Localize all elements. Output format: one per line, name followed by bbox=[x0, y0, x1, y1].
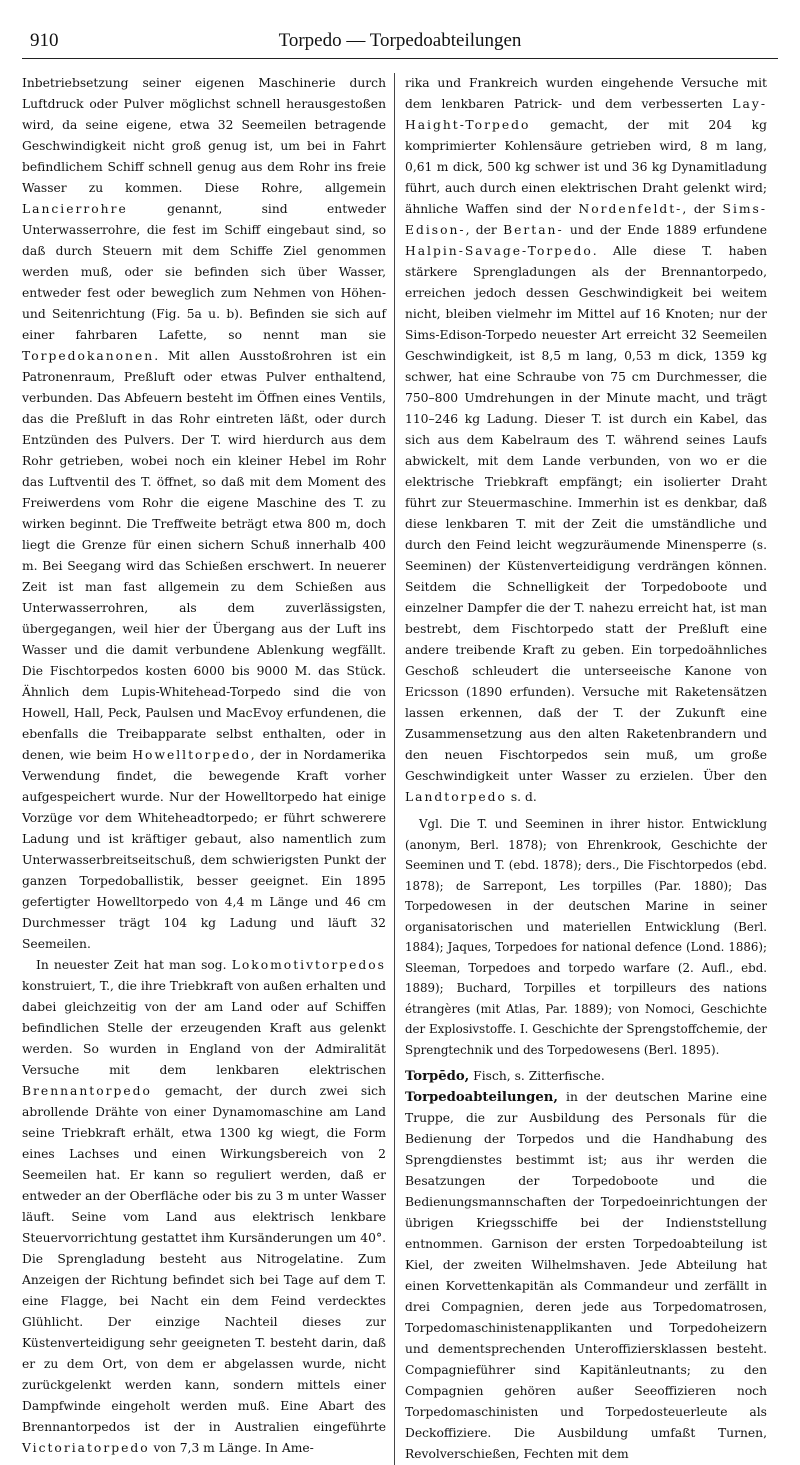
headword-torpedoabteilungen: Torpedoabteilungen, bbox=[405, 1090, 558, 1105]
term-lancierrohre: Lancierrohre bbox=[22, 202, 128, 216]
term-howelltorpedo: Howelltorpedo bbox=[132, 748, 251, 762]
term-victoriatorpedo: Victoriatorpedo bbox=[22, 1441, 150, 1455]
term-nordenfeldt: Nordenfeldt- bbox=[578, 202, 683, 216]
term-halpin-savage-torpedo: Halpin-Savage-Torpedo bbox=[405, 244, 593, 258]
lokomotivtorpedos-paragraph: In neuester Zeit hat man sog. Lokomotivtorpedos konstruiert, T., die ihre Triebkraft von außen erhalten und dabei gleichzeitig von der am Land oder auf Schiffen befindlichen Stelle der erzeugenden Kraft aus gelenkt werden. So wurden in England von der Admiralität Versuche mit dem lenkbaren elektrischen Brennantorpedo gemacht, der durch zwei sich abrollende Drähte von einer Dynamomaschine am Land seine Triebkraft erhält, etwa 1300 kg wiegt, die Form eines Lachses und einen Wirkungsbereich von 2 Seemeilen hat. Er kann so reguliert werden, daß er entweder an der Oberfläche oder bis zu 3 m unter Wasser läuft. Seine vom Land aus elektrisch lenkbare Steuervorrichtung gestattet ihm Kursänderungen um 40°. Die Sprengladung besteht aus Nitrogelatine. Zum Anzeigen der Richtung befindet sich bei Tage auf dem T. eine Flagge, bei Nacht ein dem Feind verdecktes Glühlicht. Der einzige Nachteil dieses zur Küstenverteidigung sehr geeigneten T. besteht darin, daß er zu dem Ort, von dem er abgelassen wurde, nicht zurückgelenkt werden kann, sondern mittels einer Dampfwinde eingeholt werden muß. Eine Abart des Brennantorpedos ist der in Australien eingeführte Victoriatorpedo von 7,3 m Länge. In Ame- bbox=[22, 958, 386, 1455]
term-lay-haight-torpedo: Lay-Haight-Torpedo bbox=[405, 97, 767, 132]
headword-torpedo: Torpēdo, bbox=[405, 1069, 470, 1084]
right-column bbox=[395, 73, 767, 1465]
term-sims-edison: Sims-Edison- bbox=[405, 202, 767, 237]
entry-torpedo-fisch: Torpēdo, Fisch, s. Zitterfische. bbox=[405, 1069, 605, 1084]
entry-torpedoabteilungen: Torpedoabteilungen, in der deutschen Marine eine Truppe, die zur Ausbildung des Personals für die Bedienung der Torpedos und die Handhabung des Sprengdienstes bestimmt ist; aus ihr werden die Besatzungen der Torpedoboote und die Bedienungsmannschaften der Torpedoeinrichtungen der übrigen Kriegsschiffe bei der Indienststellung entnommen. Garnison der ersten Torpedoabteilung ist Kiel, der zweiten Wilhelmshaven. Jede Abteilung hat einen Korvettenkapitän als Commandeur und zerfällt in drei Compagnien, deren jede aus Torpedomatrosen, Torpedomaschinistenapplikanten und Torpedoheizern und dementsprechenden Unteroffiziersklassen besteht. Compagnieführer sind Kapitänleutnants; zu den Compagnien gehören außer Seeoffizieren noch Torpedomaschinisten und Torpedosteuerleute als Deckoffiziere. Die Ausbildung umfaßt Turnen, Revolverschießen, Fechten mit dem bbox=[405, 1090, 767, 1461]
term-lokomotivtorpedos: Lokomotivtorpedos bbox=[231, 958, 386, 972]
term-landtorpedo: Landtorpedo bbox=[405, 790, 507, 804]
page-number: 910 bbox=[30, 30, 59, 51]
text-columns bbox=[22, 73, 778, 1465]
term-torpedokanonen: Torpedokanonen bbox=[22, 349, 155, 363]
lenkbare-torpedos-paragraph: rika und Frankreich wurden eingehende Versuche mit dem lenkbaren Patrick- und dem verbesserten Lay-Haight-Torpedo gemacht, der mit 204 kg komprimierter Kohlensäure getrieben wird, 8 m lang, 0,61 m dick, 500 kg schwer ist und 36 kg Dynamitladung führt, auch durch einen elektrischen Draht gelenkt wird; ähnliche Waffen sind der Nordenfeldt-, der Sims-Edison-, der Bertan- und der Ende 1889 erfundene Halpin-Savage-Torpedo. Alle diese T. haben stärkere Sprengladungen als der Brennantorpedo, erreichen jedoch dessen Geschwindigkeit bei weitem nicht, bleiben vielmehr im Mittel auf 16 Knoten; nur der Sims-Edison-Torpedo neuester Art erreicht 32 Seemeilen Geschwindigkeit, ist 8,5 m lang, 0,53 m dick, 1359 kg schwer, hat eine Schraube von 75 cm Durchmesser, die 750–800 Umdrehungen in der Minute macht, und trägt 110–246 kg Ladung. Dieser T. ist durch ein Kabel, das sich aus dem Kabelraum des T. während seines Laufs abwickelt, mit dem Lande verbunden, von wo er die elektrische Triebkraft empfängt; ein isolierter Draht führt zur Steuermaschine. Immerhin ist es denkbar, daß diese lenkbaren T. mit der Zeit die umständliche und durch den Feind leicht wegzuräumende Minensperre (s. Seeminen) der Küstenverteidigung verdrängen können. Seitdem die Schnelligkeit der Torpedoboote und einzelner Dampfer die der T. nahezu erreicht hat, ist man bestrebt, dem Fischtorpedo statt der Preßluft eine andere treibende Kraft zu geben. Ein torpedoähnliches Geschoß schleudert die unterseeische Kanone von Ericsson (1890 erfunden). Versuche mit Raketensätzen lassen erkennen, daß der T. der Zukunft eine Zusammensetzung aus den alten Raketenbrandern und den neuen Fischtorpedos sein muß, um große Geschwindigkeit unter Wasser zu erzielen. Über den Landtorpedo s. d. bbox=[405, 76, 767, 804]
page-header bbox=[22, 28, 778, 59]
term-brennantorpedo: Brennantorpedo bbox=[22, 1084, 152, 1098]
torpedo-launching-paragraph: Inbetriebsetzung seiner eigenen Maschinerie durch Luftdruck oder Pulver möglichst schnell herausgestoßen wird, da seine eigene, etwa 32 Seemeilen betragende Geschwindigkeit nicht groß genug ist, um bei in Fahrt befindlichem Schiff schnell genug aus dem Rohr ins freie Wasser zu kommen. Diese Rohre, allgemein Lancierrohre genannt, sind entweder Unterwasserrohre, die fest im Schiff eingebaut sind, so daß durch Steuern mit dem Schiffe Ziel genommen werden muß, oder sie befinden sich über Wasser, entweder fest oder beweglich zum Nehmen von Höhen- und Seitenrichtung (Fig. 5a u. b). Befinden sie sich auf einer fahrbaren Lafette, so nennt man sie Torpedokanonen. Mit allen Ausstoßrohren ist ein Patronenraum, Preßluft oder etwas Pulver enthaltend, verbunden. Das Abfeuern besteht im Öffnen eines Ventils, das die Preßluft in das Rohr eintreten läßt, oder durch Entzünden des Pulvers. Der T. wird hierdurch aus dem Rohr getrieben, wobei noch ein kleiner Hebel im Rohr das Luftventil des T. öffnet, so daß mit dem Moment des Freiwerdens vom Rohr die eigene Maschine des T. zu wirken beginnt. Die Treffweite beträgt etwa 800 m, doch liegt die Grenze für einen sichern Schuß innerhalb 400 m. Bei Seegang wird das Schießen erschwert. In neuerer Zeit ist man fast allgemein zu dem Schießen aus Unterwasserrohren, als dem zuverlässigsten, übergegangen, weil hier der Übergang aus der Luft ins Wasser und die damit verbundene Ablenkung wegfällt. Die Fischtorpedos kosten 6000 bis 9000 M. das Stück. Ähnlich dem Lupis-Whitehead-Torpedo sind die von Howell, Hall, Peck, Paulsen und MacEvoy erfundenen, die ebenfalls die Treibapparate selbst enthalten, oder in denen, wie beim Howelltorpedo, der in Nordamerika Verwendung findet, die bewegende Kraft vorher aufgespeichert wurde. Nur der Howelltorpedo hat einige Vorzüge vor dem Whiteheadtorpedo; er führt schwerere Ladung und ist kräftiger gebaut, also namentlich zum Unterwasserbreitseitschuß, dem schwierigsten Punkt der ganzen Torpedoballistik, besser geeignet. Ein 1895 gefertigter Howelltorpedo von 4,4 m Länge und 46 cm Durchmesser trägt 104 kg Ladung und läuft 32 Seemeilen. bbox=[22, 76, 386, 951]
term-bertan: Bertan- bbox=[503, 223, 564, 237]
left-column bbox=[22, 73, 394, 1465]
running-title: Torpedo — Torpedoabteilungen bbox=[278, 30, 522, 51]
bibliography-paragraph: Vgl. Die T. und Seeminen in ihrer histor. Entwicklung (anonym, Berl. 1878); von Ehrenkrook, Geschichte der Seeminen und T. (ebd. 1878); ders., Die Fischtorpedos (ebd. 1878); de Sarrepont, Les torpilles (Par. 1880); Das Torpedowesen in der deutschen Marine in seiner organisatorischen und materiellen Entwicklung (Berl. 1884); Jaques, Torpedoes for national defence (Lond. 1886); Sleeman, Torpedoes and torpedo warfare (2. Aufl., ebd. 1889); Buchard, Torpilles et torpilleurs des nations étrangères (mit Atlas, Par. 1889); von Nomoci, Geschichte der Explosivstoffe. I. Geschichte der Sprengstoffchemie, der Sprengtechnik und des Torpedowesens (Berl. 1895). bbox=[405, 817, 767, 1057]
